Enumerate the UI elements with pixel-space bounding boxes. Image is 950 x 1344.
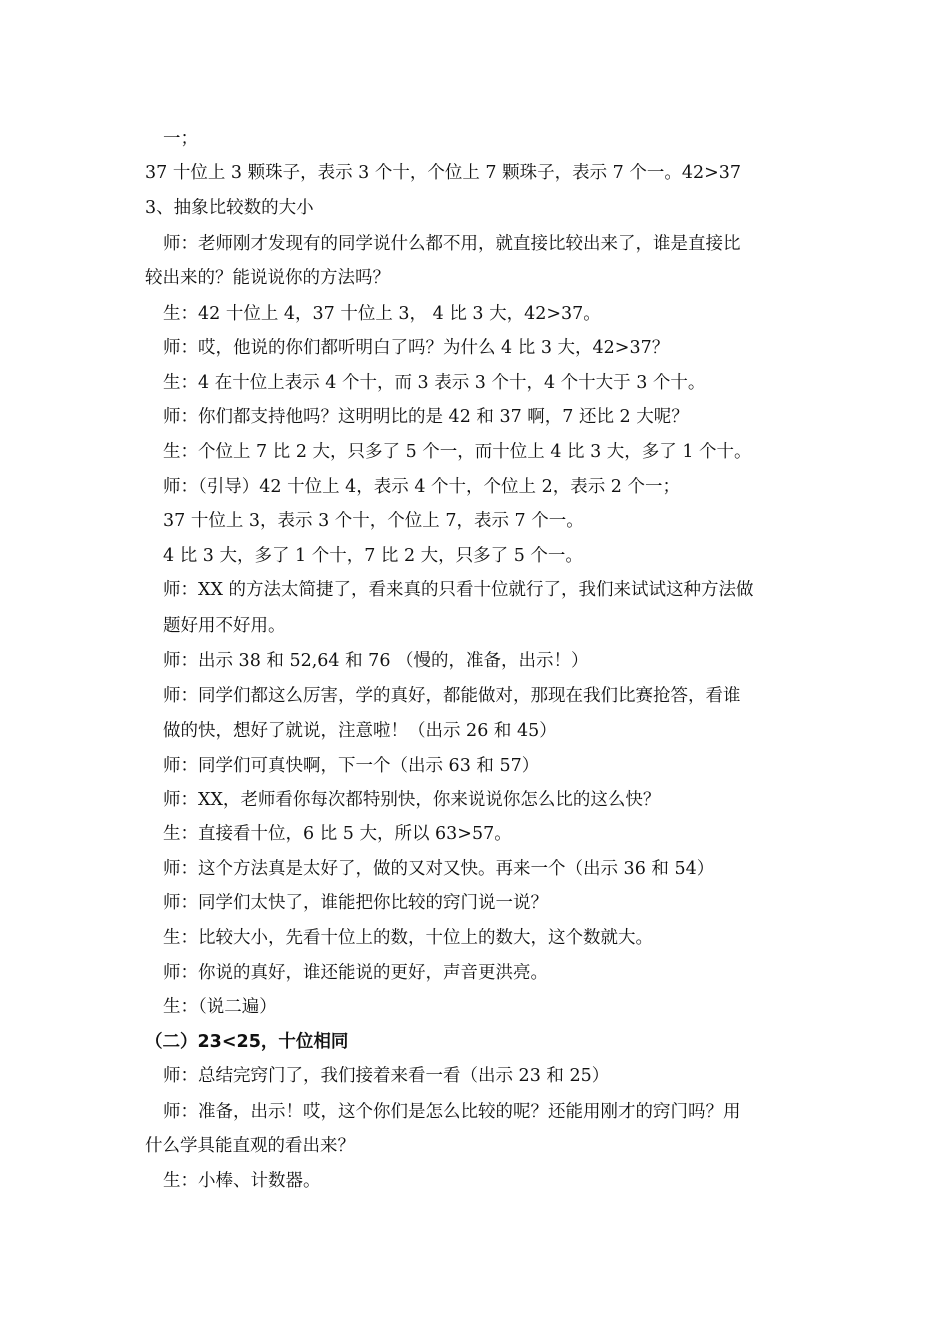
text-line: 师：准备，出示！哎，这个你们是怎么比较的呢？还能用刚才的窍门吗？用: [163, 1102, 741, 1122]
text-line: 做的快，想好了就说，注意啦！（出示 26 和 45）: [163, 721, 557, 741]
text-line: 生：小棒、计数器。: [163, 1171, 321, 1191]
text-line: 一；: [163, 129, 198, 149]
text-line: 师：XX 的方法太简捷了，看来真的只看十位就行了，我们来试试这种方法做: [163, 580, 754, 600]
text-line: 师：同学们太快了，谁能把你比较的窍门说一说？: [163, 893, 548, 913]
text-line: 生：4 在十位上表示 4 个十，而 3 表示 3 个十，4 个十大于 3 个十。: [163, 373, 706, 393]
text-line: 师：你说的真好，谁还能说的更好，声音更洪亮。: [163, 963, 548, 983]
text-line: 较出来的？能说说你的方法吗？: [145, 268, 390, 288]
text-line: 生：个位上 7 比 2 大，只多了 5 个一，而十位上 4 比 3 大，多了 1 个十。: [163, 442, 752, 462]
text-line: 生：直接看十位，6 比 5 大，所以 63>57。: [163, 824, 512, 844]
text-line: 4 比 3 大，多了 1 个十，7 比 2 大，只多了 5 个一。: [163, 546, 583, 566]
text-line: 37 十位上 3 颗珠子，表示 3 个十，个位上 7 颗珠子，表示 7 个一。42>37: [145, 163, 742, 183]
text-line: 什么学具能直观的看出来？: [145, 1136, 355, 1156]
text-line: 题好用不好用。: [163, 616, 286, 636]
text-line: 师：老师刚才发现有的同学说什么都不用，就直接比较出来了，谁是直接比: [163, 234, 741, 254]
section-heading: 3、抽象比较数的大小: [145, 198, 314, 218]
text-line: 生：（说二遍）: [163, 997, 277, 1017]
text-line: 师：你们都支持他吗？这明明比的是 42 和 37 啊，7 还比 2 大呢？: [163, 407, 689, 427]
text-line: 师：这个方法真是太好了，做的又对又快。再来一个（出示 36 和 54）: [163, 859, 715, 879]
text-line: 生：比较大小，先看十位上的数，十位上的数大，这个数就大。: [163, 928, 653, 948]
text-line: 师：哎，他说的你们都听明白了吗？为什么 4 比 3 大，42>37？: [163, 338, 670, 358]
text-line: 生：42 十位上 4，37 十位上 3， 4 比 3 大，42>37。: [163, 304, 601, 324]
text-line: 师：同学们都这么厉害，学的真好，都能做对，那现在我们比赛抢答，看谁: [163, 686, 741, 706]
text-line: 师：XX，老师看你每次都特别快，你来说说你怎么比的这么快？: [163, 790, 661, 810]
section-heading: （二）23<25，十位相同: [145, 1032, 349, 1052]
text-line: 师：总结完窍门了，我们接着来看一看（出示 23 和 25）: [163, 1066, 610, 1086]
text-line: 师：（引导）42 十位上 4，表示 4 个十，个位上 2，表示 2 个一；: [163, 477, 680, 497]
text-line: 师：出示 38 和 52,64 和 76 （慢的，准备，出示！）: [163, 651, 589, 671]
text-line: 师：同学们可真快啊，下一个（出示 63 和 57）: [163, 756, 540, 776]
text-line: 37 十位上 3，表示 3 个十，个位上 7，表示 7 个一。: [163, 511, 584, 531]
